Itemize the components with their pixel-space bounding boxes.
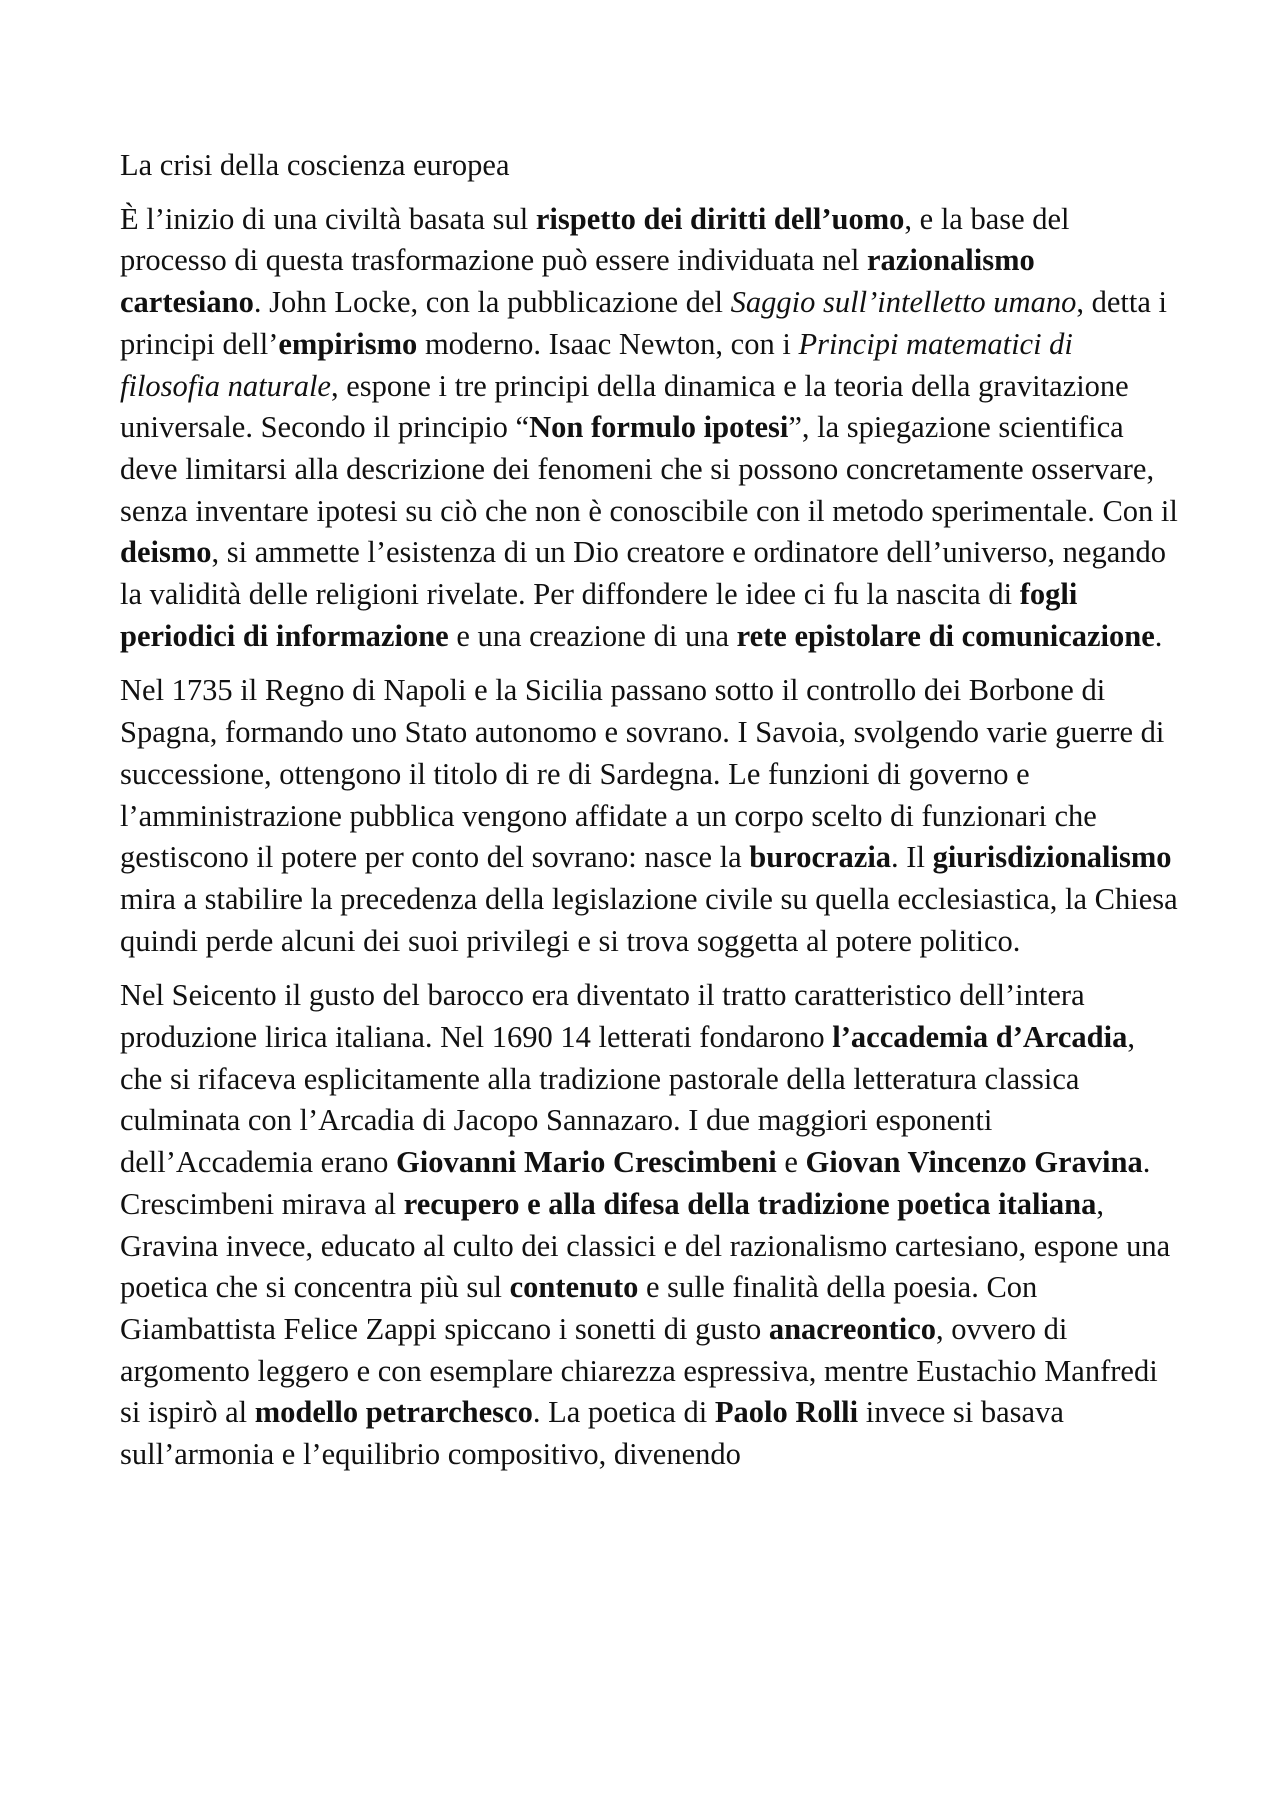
text-segment: e una creazione di una [448,618,737,653]
text-segment: Nel Seicento il gusto del barocco era diventato il tratto caratteristico dell’intera produzione lirica italiana. Nel 1690 14 letterati fondarono [120,978,1085,1055]
document-page [120,145,1180,1489]
bold-term: recupero e alla difesa della tradizione poetica italiana [403,1186,1097,1221]
text-segment: . Il [891,840,933,875]
bold-term: contenuto [509,1270,639,1305]
paragraph-enlightenment [120,199,1180,658]
text-segment: invece si basava sull’armonia e l’equilibrio compositivo, divenendo [120,1395,1064,1472]
bold-term: empirismo [278,326,418,361]
bold-term: rete epistolare di comunicazione [736,618,1155,653]
text-segment: , che si rifaceva esplicitamente alla tradizione pastorale della letteratura classica culminata con l’Arcadia di Jacopo Sannazaro. I due maggiori esponenti dell’Accademia erano [120,1020,1135,1180]
bold-term: rispetto dei diritti dell’uomo [535,201,905,236]
text-segment: , espone i tre principi della dinamica e la teoria della gravitazione universale. Secondo il principio “ [120,368,1129,445]
paragraph-arcadia [120,975,1180,1475]
bold-term: Paolo Rolli [714,1395,859,1430]
italic-title: Principi matematici di filosofia naturale [120,326,1073,403]
bold-term: anacreontico [768,1311,936,1346]
bold-term: fogli periodici di informazione [120,577,1078,653]
bold-term: giurisdizionalismo [932,840,1172,875]
text-segment: moderno. Isaac Newton, con i [417,326,799,361]
document-title: La crisi della coscienza europea [120,148,510,182]
italic-title: Saggio sull’intelletto umano [730,285,1077,320]
paragraph-politics [120,670,1180,962]
bold-term: Giovanni Mario Crescimbeni [396,1145,777,1180]
text-segment: , detta i principi dell’ [120,285,1167,361]
text-segment: , ovvero di argomento leggero e con esemplare chiarezza espressiva, mentre Eustachio Manfredi si ispirò al [120,1311,1158,1430]
text-segment: ”, la spiegazione scientifica deve limitarsi alla descrizione dei fenomeni che si possono concretamente osservare, senza inventare ipotesi su ciò che non è conoscibile con il metodo sperimentale. Con il [120,410,1178,528]
text-segment: Nel 1735 il Regno di Napoli e la Sicilia passano sotto il controllo dei Borbone di Spagna, formando uno Stato autonomo e sovrano. I Savoia, svolgendo varie guerre di successione, ottengono il titolo di re di Sardegna. Le funzioni di governo e l’amministrazione pubblica vengono affidate a un corpo scelto di funzionari che gestiscono il potere per conto del sovrano: nasce la [120,673,1165,875]
bold-term: modello petrarchesco [254,1395,533,1430]
bold-term: deismo [120,535,212,570]
text-segment: . [1154,618,1163,653]
bold-term: Giovan Vincenzo Gravina [805,1145,1143,1180]
text-segment: mira a stabilire la precedenza della legislazione civile su quella ecclesiastica, la Chiesa quindi perde alcuni dei suoi privilegi e si trova soggetta al potere politico. [120,881,1178,958]
bold-term: Non formulo ipotesi [529,410,789,445]
bold-term: burocrazia [749,840,892,875]
text-segment: e sulle finalità della poesia. Con Giambattista Felice Zappi spiccano i sonetti di gusto [120,1270,1038,1346]
bold-term: razionalismo cartesiano [120,243,1035,320]
text-segment: e [776,1145,806,1180]
text-segment: . La poetica di [532,1395,715,1430]
bold-term: l’accademia d’Arcadia [832,1020,1128,1055]
text-segment: . John Locke, con la pubblicazione del [253,285,731,320]
text-segment: , si ammette l’esistenza di un Dio creatore e ordinatore dell’universo, negando la validità delle religioni rivelate. Per diffondere le idee ci fu la nascita di [120,535,1166,612]
text-segment: . Crescimbeni mirava al [120,1145,1151,1221]
text-segment: , Gravina invece, educato al culto dei classici e del razionalismo cartesiano, espone una poetica che si concentra più sul [120,1186,1171,1305]
text-segment: È l’inizio di una civiltà basata sul [120,201,536,236]
text-segment: , e la base del processo di questa trasformazione può essere individuata nel [120,201,1070,278]
